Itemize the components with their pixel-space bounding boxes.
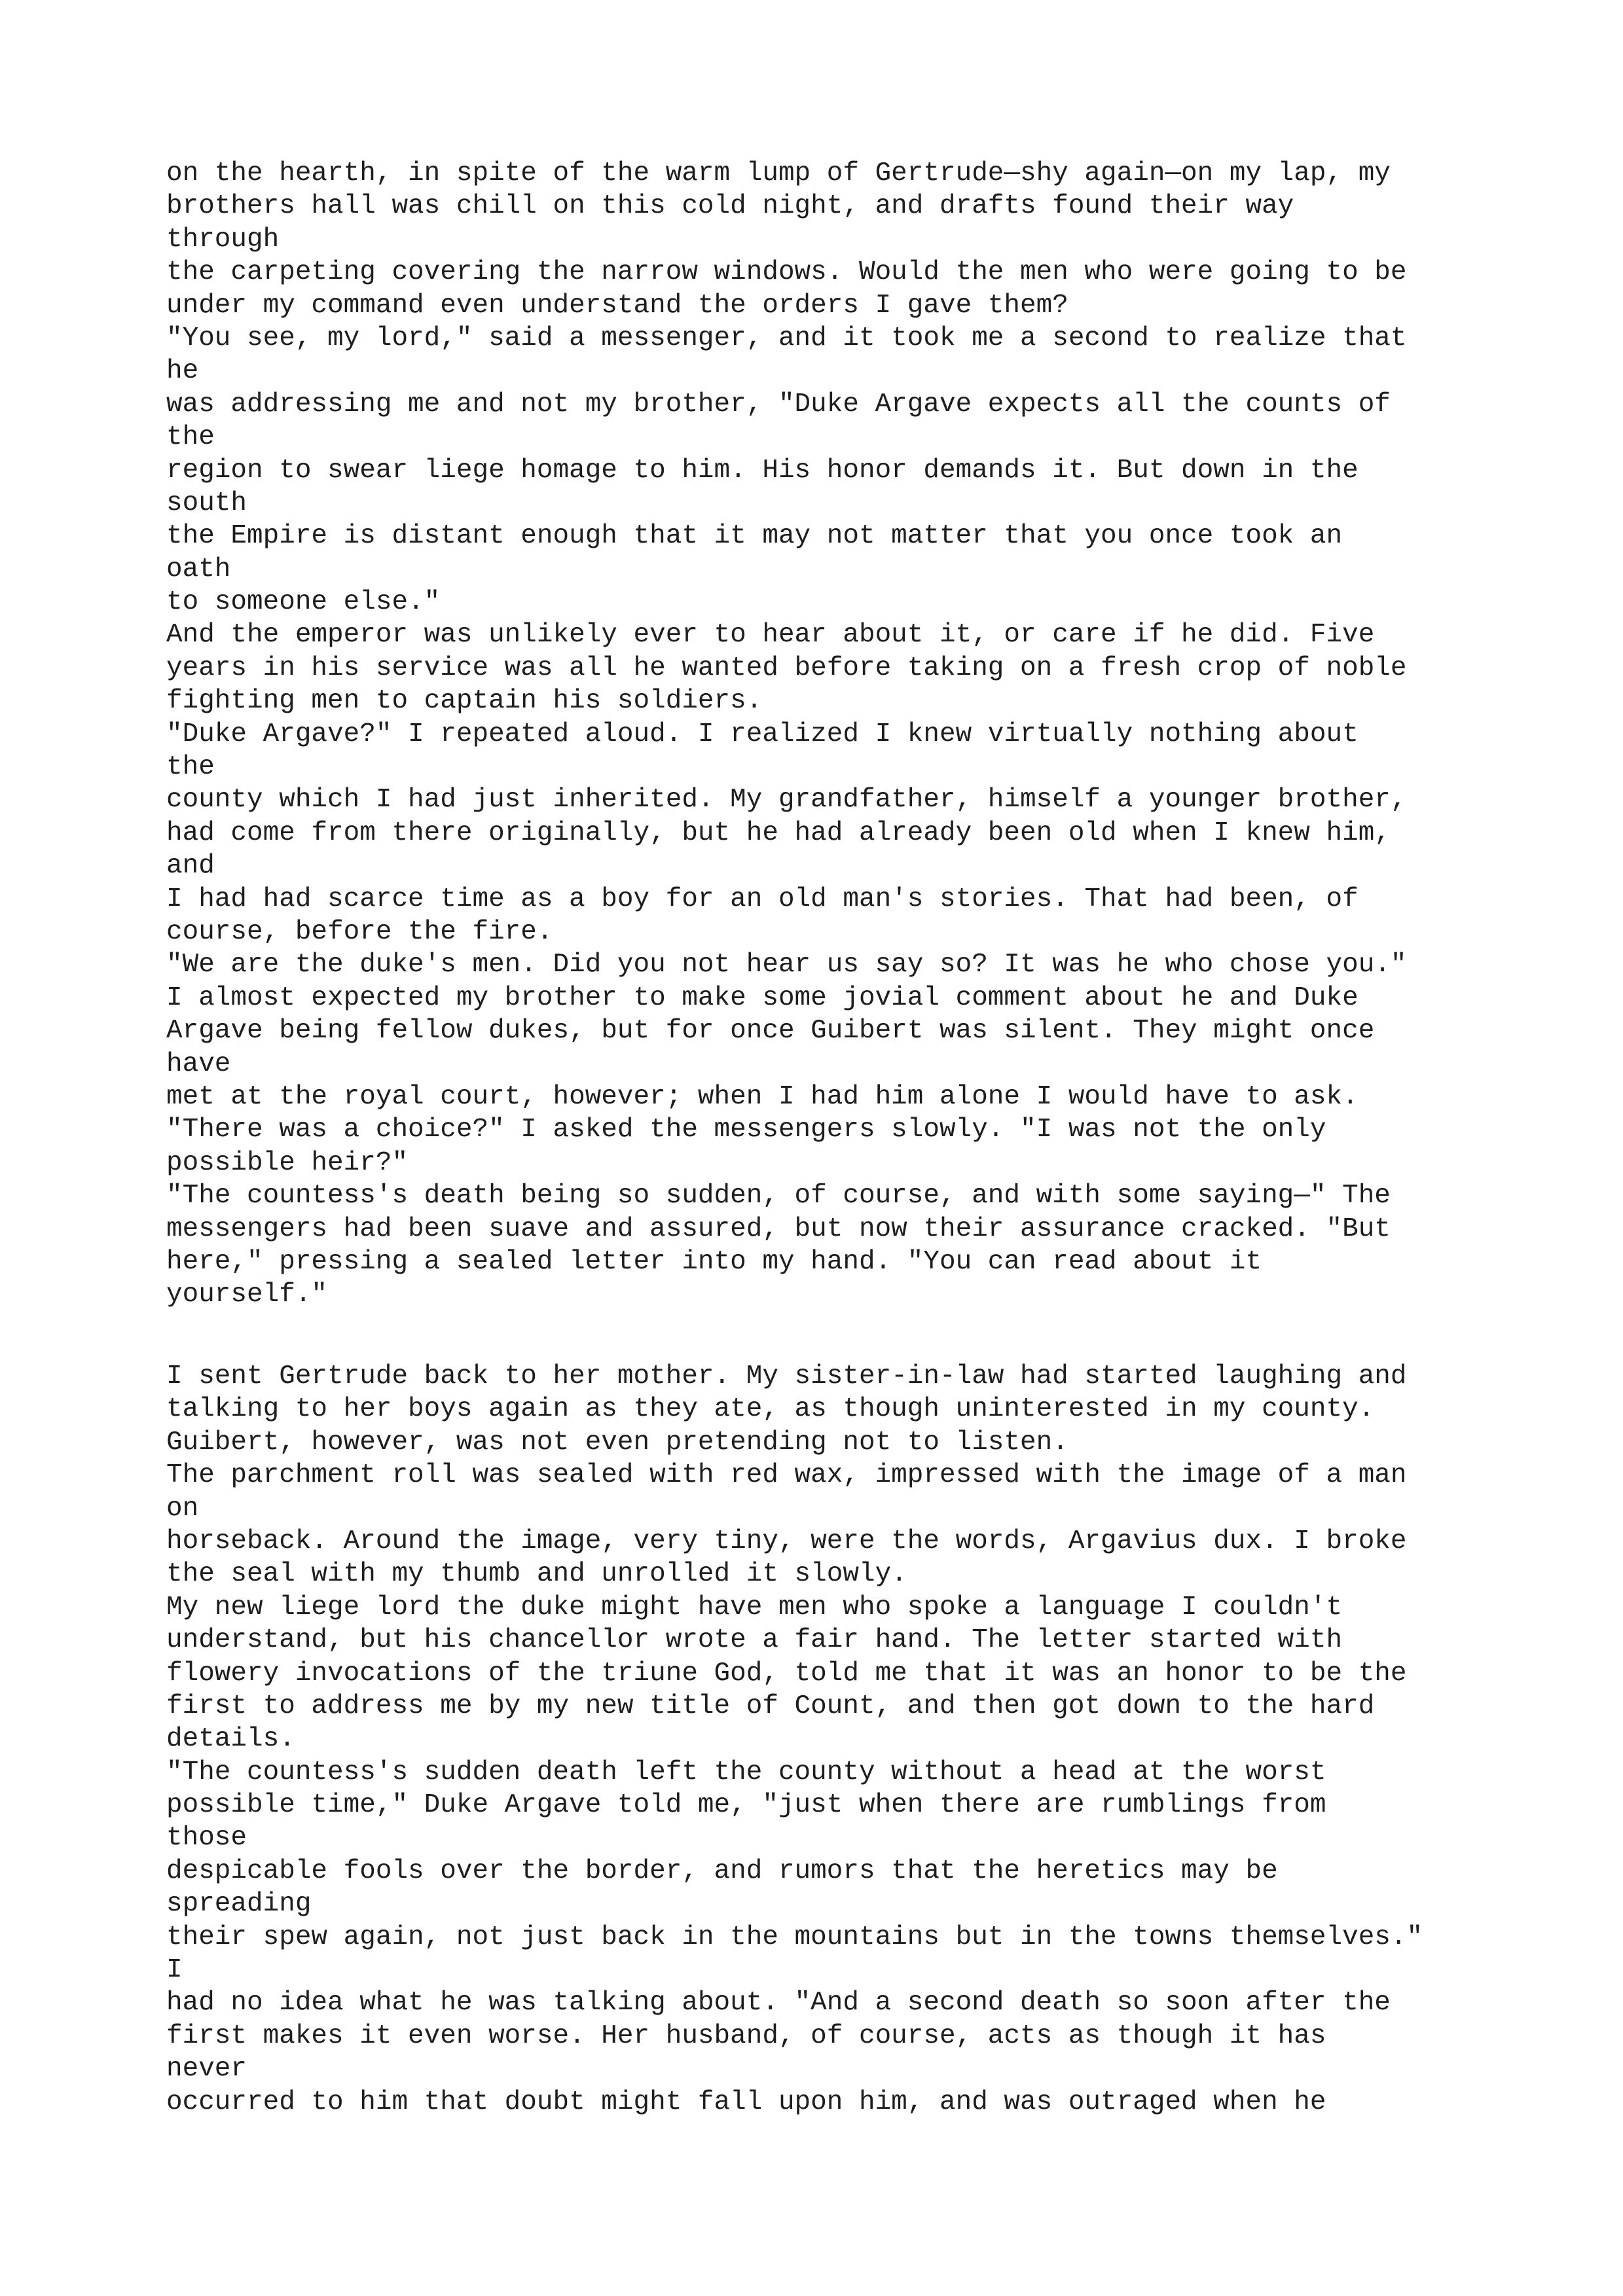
text-line: and	[166, 851, 215, 882]
text-line: I almost expected my brother to make some jovial comment about he and Duke	[166, 982, 1359, 1013]
text-line: Guibert, however, was not even pretending not to listen.	[166, 1427, 1068, 1458]
text-line: here," pressing a sealed letter into my hand. "You can read about it	[166, 1246, 1262, 1277]
text-line: Argave being fellow dukes, but for once Guibert was silent. They might once	[166, 1016, 1375, 1047]
text-line: "You see, my lord," said a messenger, and it took me a second to realize that	[166, 323, 1407, 353]
text-line: details.	[166, 1724, 295, 1755]
text-line: course, before the fire.	[166, 916, 553, 947]
text-section-2	[166, 1360, 1423, 2119]
text-line: oath	[166, 554, 231, 584]
text-line: My new liege lord the duke might have men who spoke a language I couldn't	[166, 1592, 1343, 1623]
text-line: messengers had been suave and assured, but now their assurance cracked. "But	[166, 1213, 1391, 1244]
text-line: possible time," Duke Argave told me, "just when there are rumblings from	[166, 1790, 1326, 1821]
text-line: yourself."	[166, 1280, 328, 1310]
text-line: despicable fools over the border, and rumors that the heretics may be	[166, 1856, 1278, 1886]
text-line: first makes it even worse. Her husband, of course, acts as though it has	[166, 2020, 1326, 2051]
text-line: their spew again, not just back in the mountains but in the towns themselves."	[166, 1922, 1423, 1952]
text-line: he	[166, 356, 199, 387]
text-line: have	[166, 1049, 231, 1079]
text-line: had no idea what he was talking about. "And a second death so soon after the	[166, 1988, 1391, 2018]
text-line: never	[166, 2054, 247, 2085]
text-section-1	[166, 157, 1407, 1312]
text-line: brothers hall was chill on this cold night, and drafts found their way	[166, 191, 1294, 222]
text-line: to someone else."	[166, 587, 441, 618]
text-line: on the hearth, in spite of the warm lump of Gertrude—shy again—on my lap, my	[166, 158, 1391, 188]
text-line: years in his service was all he wanted before taking on a fresh crop of noble	[166, 653, 1407, 683]
text-line: on	[166, 1493, 199, 1524]
text-line: possible heir?"	[166, 1147, 409, 1178]
text-line: the	[166, 422, 215, 453]
text-line: fighting men to captain his soldiers.	[166, 686, 763, 717]
text-line: And the emperor was unlikely ever to hear about it, or care if he did. Five	[166, 620, 1375, 651]
text-line: through	[166, 224, 280, 255]
text-line: "There was a choice?" I asked the messengers slowly. "I was not the only	[166, 1115, 1326, 1145]
text-line: south	[166, 488, 247, 518]
text-line: "The countess's sudden death left the county without a head at the worst	[166, 1757, 1326, 1787]
text-line: the Empire is distant enough that it may not matter that you once took an	[166, 521, 1343, 552]
text-line: The parchment roll was sealed with red wax, impressed with the image of a man	[166, 1460, 1407, 1491]
text-line: county which I had just inherited. My grandfather, himself a younger brother,	[166, 785, 1407, 816]
text-line: I sent Gertrude back to her mother. My sister-in-law had started laughing and	[166, 1361, 1407, 1391]
text-line: talking to her boys again as they ate, as though uninterested in my county.	[166, 1394, 1375, 1425]
text-line: was addressing me and not my brother, "Duke Argave expects all the counts of	[166, 389, 1391, 420]
text-line: the seal with my thumb and unrolled it slowly.	[166, 1559, 907, 1590]
text-line: flowery invocations of the triune God, told me that it was an honor to be the	[166, 1658, 1407, 1689]
text-line: horseback. Around the image, very tiny, were the words, Argavius dux. I broke	[166, 1526, 1407, 1556]
text-line: those	[166, 1823, 247, 1854]
text-line: the	[166, 752, 215, 783]
text-line: "Duke Argave?" I repeated aloud. I realized I knew virtually nothing about	[166, 719, 1359, 749]
text-line: I had had scarce time as a boy for an old man's stories. That had been, of	[166, 884, 1359, 914]
text-line: occurred to him that doubt might fall upon him, and was outraged when he	[166, 2087, 1326, 2117]
text-line: the carpeting covering the narrow windows. Would the men who were going to be	[166, 257, 1407, 288]
text-line: spreading	[166, 1889, 312, 1920]
text-line: under my command even understand the orders I gave them?	[166, 290, 1068, 321]
text-line: met at the royal court, however; when I had him alone I would have to ask.	[166, 1081, 1359, 1112]
text-line: I	[166, 1955, 183, 1986]
text-line: had come from there originally, but he had already been old when I knew him,	[166, 817, 1391, 848]
text-line: "We are the duke's men. Did you not hear us say so? It was he who chose you."	[166, 950, 1407, 980]
text-line: first to address me by my new title of Count, and then got down to the hard	[166, 1691, 1375, 1721]
text-line: "The countess's death being so sudden, of course, and with some saying—" The	[166, 1181, 1391, 1211]
text-line: region to swear liege homage to him. His honor demands it. But down in the	[166, 455, 1359, 486]
text-line: understand, but his chancellor wrote a fair hand. The letter started with	[166, 1625, 1343, 1656]
